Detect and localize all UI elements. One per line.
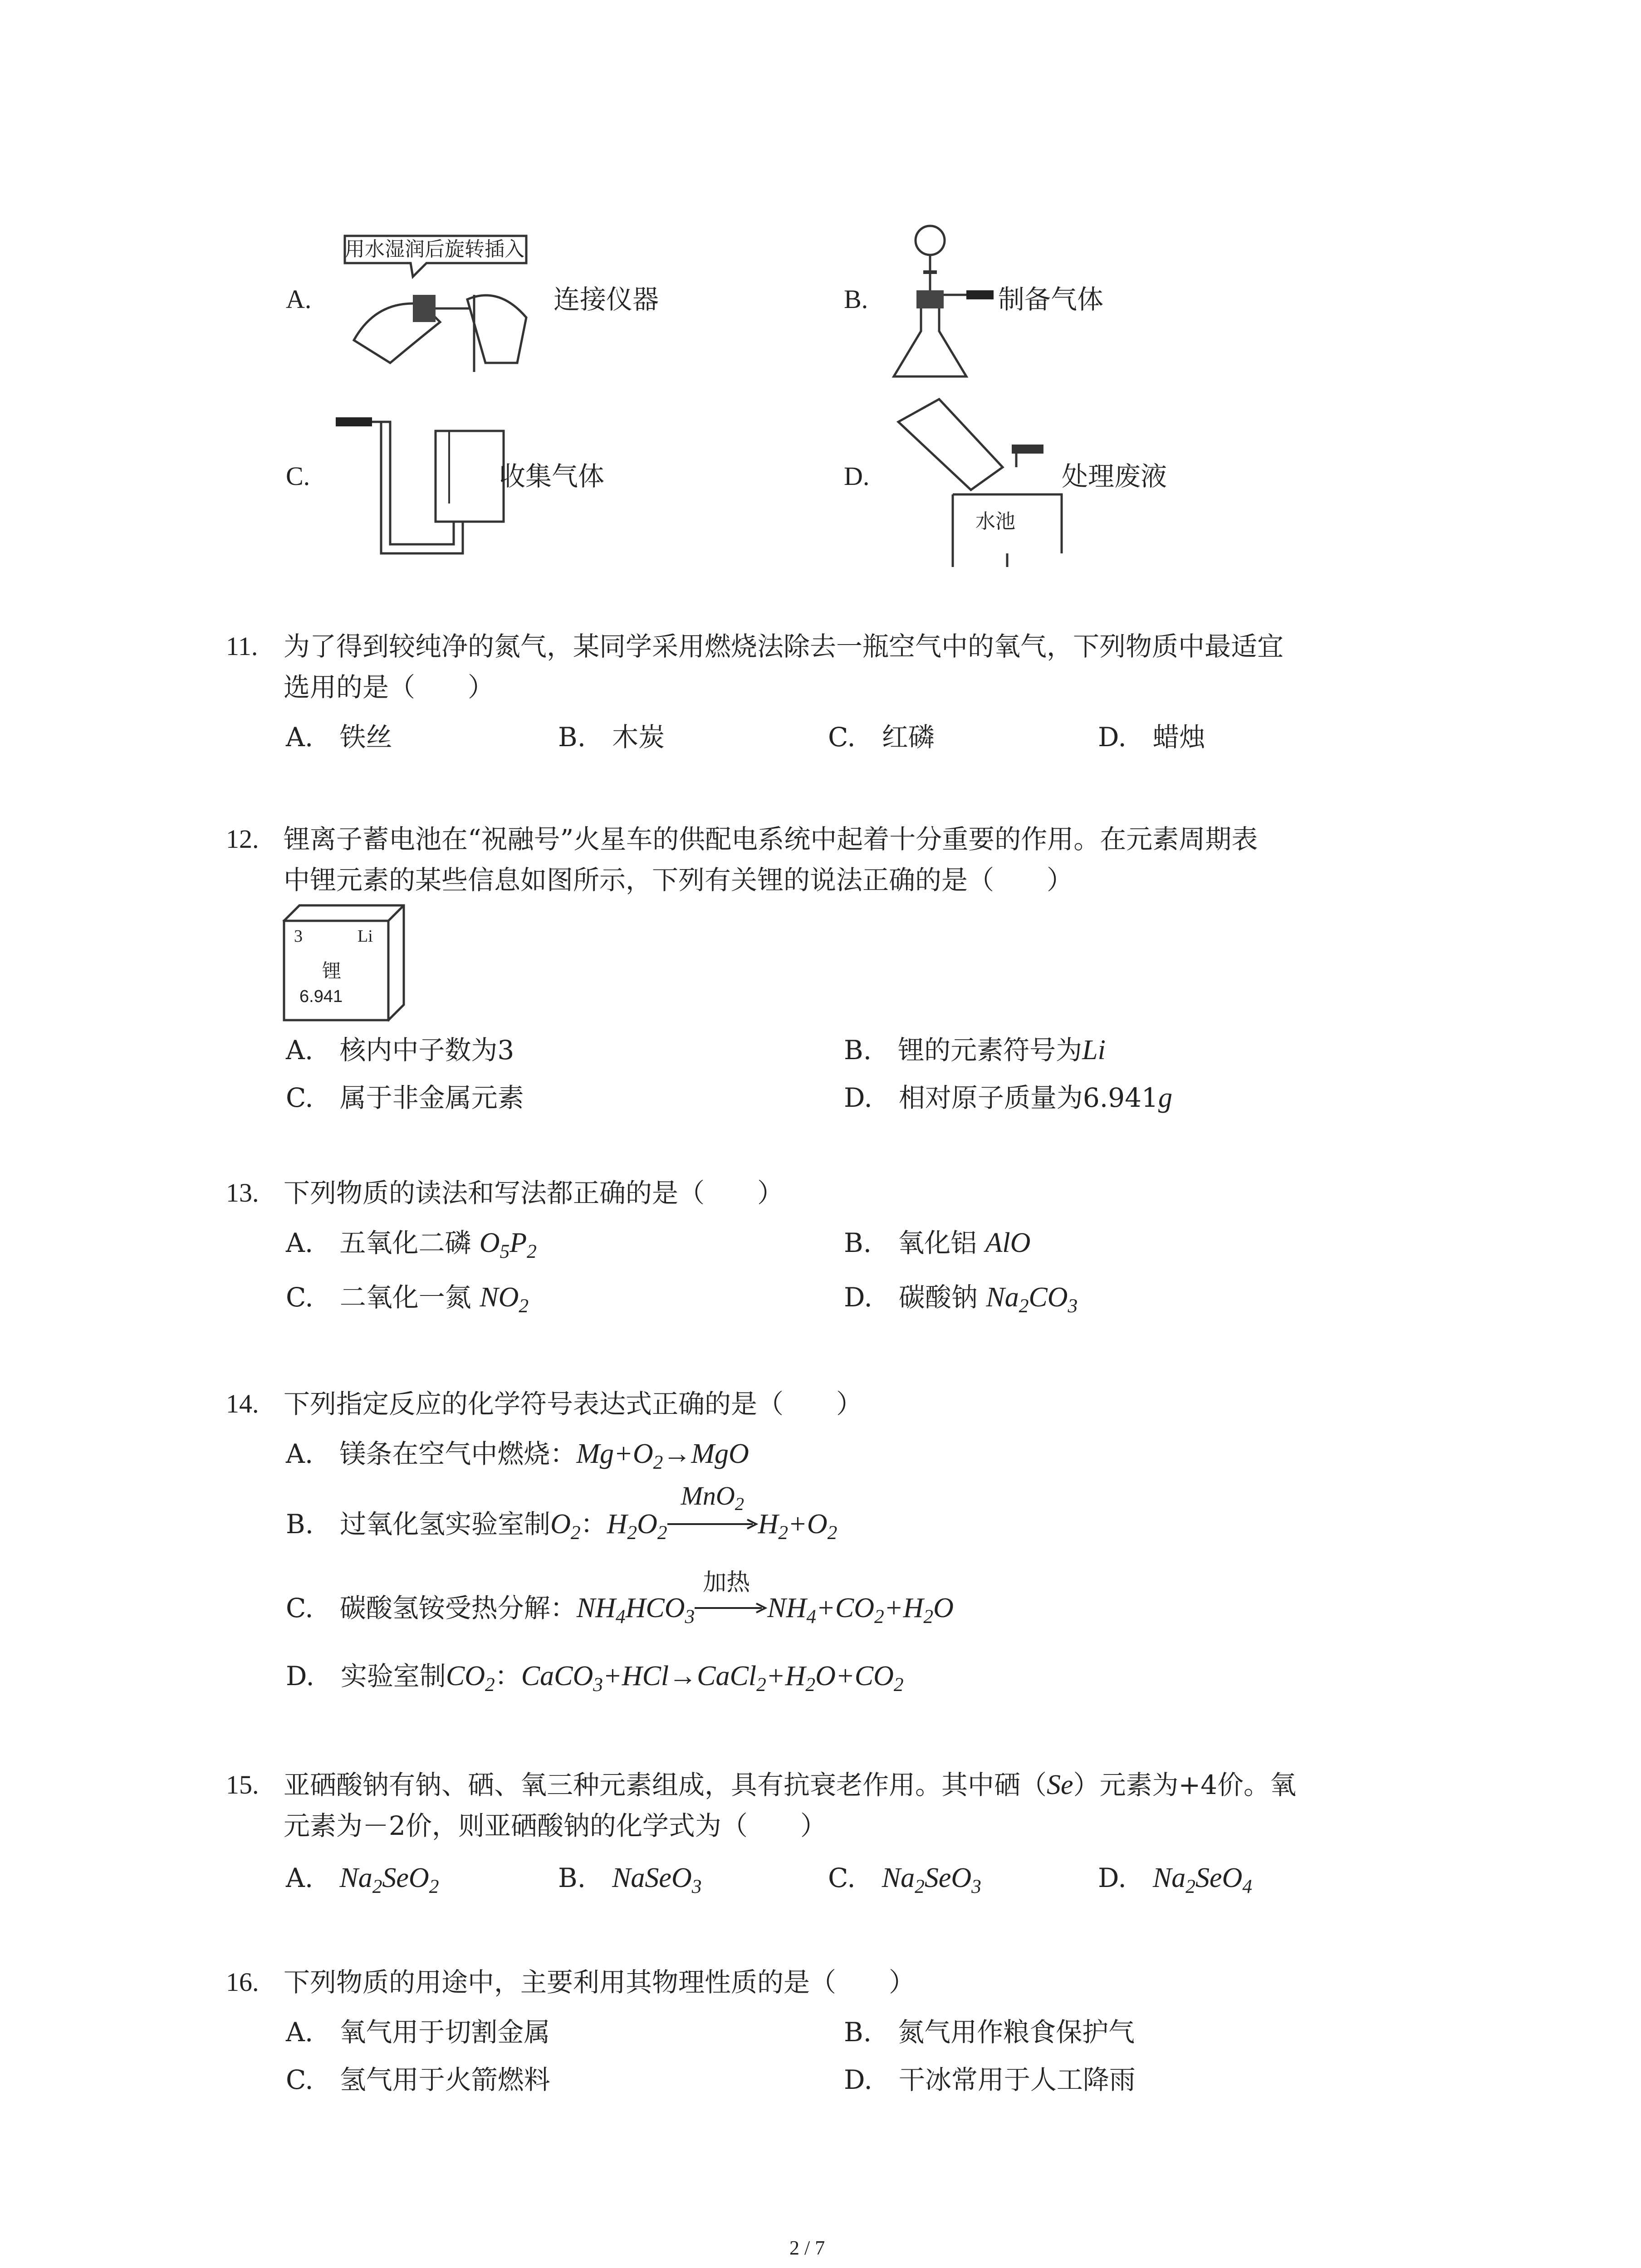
periodic-table-cell <box>281 903 406 1023</box>
q13-option-a: A. 五氧化二磷 $O_5P_2$ <box>286 1227 537 1263</box>
atomic-mass: 6.941 <box>299 987 343 1006</box>
element-symbol: Li <box>358 927 373 946</box>
page-number: 2 / 7 <box>789 2237 825 2259</box>
q15-option-a: A. $Na_2SeO_2$ <box>286 1862 439 1898</box>
q15-option-d: D. $Na_2SeO_4$ <box>1098 1862 1252 1898</box>
q11-number: 11. <box>226 631 258 661</box>
q10-option-b-caption: 制备气体 <box>998 284 1104 315</box>
q13-option-d: D. 碳酸钠 $Na_2CO_3$ <box>844 1282 1078 1317</box>
q11-stem-line1: 为了得到较纯净的氮气，某同学采用燃烧法除去一瓶空气中的氧气，下列物质中最适宜 <box>284 631 1284 662</box>
q15-stem-line2: 元素为－2价，则亚硒酸钠的化学式为（ ） <box>284 1810 827 1841</box>
q15-stem-line1: 亚硒酸钠有钠、硒、氧三种元素组成，具有抗衰老作用。其中硒（Se）元素为+4价。氧 <box>284 1769 1297 1800</box>
heating-arrow: 加热 <box>695 1590 767 1626</box>
q13-option-c: C. 二氧化一氮 $NO_2$ <box>286 1282 529 1317</box>
q16-option-b: B. 氮气用作粮食保护气 <box>844 2017 1135 2048</box>
catalyst-arrow: MnO$_2$ <box>667 1506 758 1542</box>
q13-stem: 下列物质的读法和写法都正确的是（ ） <box>284 1178 784 1208</box>
sink-label: 水池 <box>975 510 1015 533</box>
q16-number: 16. <box>226 1967 259 1997</box>
q16-stem: 下列物质的用途中，主要利用其物理性质的是（ ） <box>284 1967 916 1998</box>
q12-stem-line1: 锂离子蓄电池在“祝融号”火星车的供配电系统中起着十分重要的作用。在元素周期表 <box>284 824 1258 855</box>
q14-option-b: B. 过氧化氢实验室制$O_2$：$H_2O_2$ MnO$_2$ $H_2+O_2$ <box>286 1481 838 1544</box>
q16-option-a: A. 氧气用于切割金属 <box>286 2017 550 2048</box>
q13-option-b: B. 氧化铝 AlO <box>844 1227 1031 1258</box>
q11-option-c: C. 红磷 <box>828 722 935 753</box>
q10-option-b-letter: B. <box>844 284 868 314</box>
q12-option-a: A. 核内中子数为3 <box>286 1035 514 1066</box>
q16-option-d: D. 干冰常用于人工降雨 <box>844 2064 1136 2095</box>
q12-option-c: C. 属于非金属元素 <box>286 1082 524 1113</box>
q14-number: 14. <box>226 1389 259 1418</box>
element-name: 锂 <box>322 960 342 982</box>
q15-option-b: B. NaSeO$_3$ <box>558 1862 702 1898</box>
q15-number: 15. <box>226 1770 259 1799</box>
q14-option-d: D. 实验室制$CO_2$：$CaCO_3+HCl\to CaCl_2+H_2O+CO_2$ <box>286 1661 904 1696</box>
waste-disposal-illustration <box>889 395 1071 567</box>
q14-option-a: A. 镁条在空气中燃烧：$Mg+O_2\to MgO$ <box>286 1438 749 1474</box>
q10-option-d-letter: D. <box>844 461 870 491</box>
q12-option-d: D. 相对原子质量为6.941g <box>844 1082 1172 1113</box>
q12-number: 12. <box>226 824 259 854</box>
q10-option-d-caption: 处理废液 <box>1062 461 1167 492</box>
q15-option-c: C. $Na_2SeO_3$ <box>828 1862 981 1898</box>
q10-option-a-letter: A. <box>286 284 312 314</box>
q12-stem-line2: 中锂元素的某些信息如图所示，下列有关锂的说法正确的是（ ） <box>284 865 1073 895</box>
q13-number: 13. <box>226 1178 259 1207</box>
q10-option-a-caption: 连接仪器 <box>554 284 659 315</box>
q10-option-a-bubble: 用水湿润后旋转插入 <box>345 238 524 261</box>
q11-option-a: A. 铁丝 <box>286 722 392 753</box>
q14-option-c: C. 碳酸氢铵受热分解：$NH_4HCO_3$ 加热 $NH_4+CO_2+H_2O$ <box>286 1569 954 1628</box>
q10-option-c-caption: 收集气体 <box>499 461 605 492</box>
q10-option-c-letter: C. <box>286 461 310 491</box>
q11-option-d: D. 蜡烛 <box>1098 722 1205 753</box>
q14-stem: 下列指定反应的化学符号表达式正确的是（ ） <box>284 1388 863 1419</box>
gas-collection-illustration <box>336 408 517 553</box>
q11-option-b: B. 木炭 <box>558 722 665 753</box>
atomic-number: 3 <box>294 927 303 946</box>
q16-option-c: C. 氢气用于火箭燃料 <box>286 2064 550 2095</box>
q11-stem-line2: 选用的是（ ） <box>284 672 495 703</box>
q12-option-b: B. 锂的元素符号为Li <box>844 1035 1106 1066</box>
